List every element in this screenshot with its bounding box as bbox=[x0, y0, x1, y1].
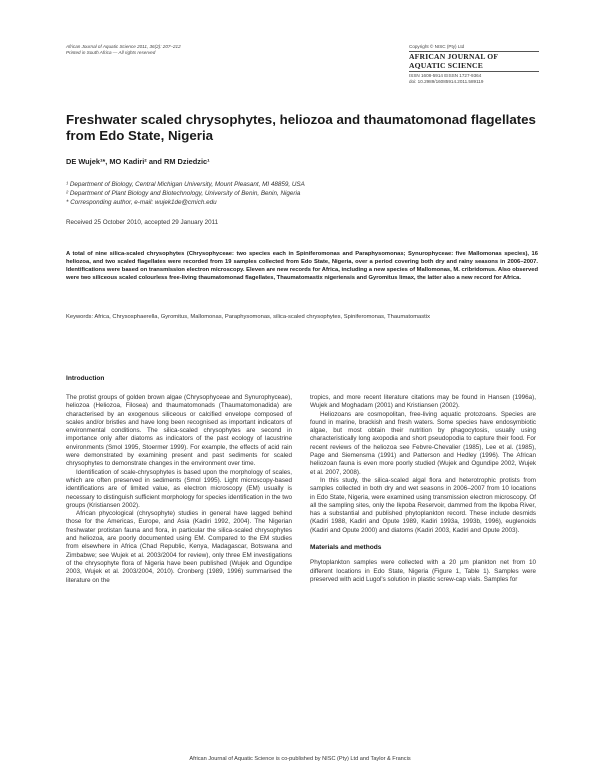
print-notice: Printed in South Africa — All rights reserved bbox=[66, 50, 156, 55]
paragraph: In this study, the silica-scaled algal flora and heterotrophic protists from samples collected in both dry and wet seasons in 2006–2007 from 10 locations in Edo State, Nigeria, were examined using transmission electron microscopy. Of all the sampling sites, only the Ikpoba Reservoir, dammed from the Ikpoba River, has a substantial and published phytoplankton record. These include desmids (Kadiri 1988, Kadiri and Opute 1989, Kadiri 1993a, 1993b, 1996), euglenoids (Kadiri and Opute 2000) and diatoms (Kadiri 2003, Kadiri and Opute 2003). bbox=[310, 476, 536, 534]
body-column-left bbox=[66, 394, 292, 585]
received-dates: Received 25 October 2010, accepted 29 January 2011 bbox=[66, 219, 219, 226]
journal-citation: African Journal of Aquatic Science 2011, 36(2): 207–212 bbox=[66, 44, 181, 49]
keywords bbox=[66, 314, 538, 322]
affiliations bbox=[66, 180, 536, 207]
issn-line: ISSN 1608-5914 EISSN 1727-9364 bbox=[409, 73, 482, 78]
affiliation-1: ¹ Department of Biology, Central Michigan University, Mount Pleasant, MI 48859, USA bbox=[66, 181, 305, 188]
paragraph: The protist groups of golden brown algae (Chrysophyceae and Synurophyceae), heliozoa (Heliozoa, Filosea) and thaumatomonads (Thaumatomonadida) are characterised by an exogenous siliceous or calcified envelope composed of scales and/or bristles and have long been recognised as important indicators of environmental conditions. The silica-scaled chrysophytes are second in importance only after diatoms as indicators of the past ecology of lacustrine environments (Smol 1995, Stoermer 1999). For example, the effects of acid rain were demonstrated by examining present and past sediments for scaled chrysophytes to demonstrate changes in the environment over time. bbox=[66, 394, 292, 468]
running-header-left bbox=[66, 44, 181, 56]
affiliation-2: ² Department of Plant Biology and Biotechnology, University of Benin, Benin, Nigeria bbox=[66, 190, 301, 197]
running-header-right bbox=[409, 44, 539, 85]
keywords-label: Keywords: bbox=[66, 314, 94, 320]
paragraph: Phytoplankton samples were collected with a 20 µm plankton net from 10 different locations in Edo State, Nigeria (Figure 1, Table 1). Samples were preserved with acid Lugol's solution in plastic screw-cap vials. Samples for bbox=[310, 559, 536, 583]
journal-name-line1: AFRICAN JOURNAL OF bbox=[409, 52, 499, 61]
corresponding-author: * Corresponding author, e-mail: wujek1de@cmich.edu bbox=[66, 199, 217, 206]
doi-line: doi: 10.2989/16085914.2011.589119 bbox=[409, 79, 484, 84]
paragraph: African phycological (chrysophyte) studies in general have lagged behind those for the Americas, Europe, and Asia (Kadiri 1992, 2004). The Nigerian freshwater protistan fauna and flora, in particular the silica-scaled chrysophytes and heliozoa, are poorly documented using EM. Compared to the EM studies from elsewhere in Africa (Chad Republic, Kenya, Madagascar, Botswana and Zimbabwe; see Wujek et al. 2003/2004 for review), only three EM investigations of the chrysophyte flora of Nigeria have been published (Wujek and Ogundipe 2003, Wujek et al. 2003/2004, 2010). Cronberg (1989, 1996) summarised the literature on the bbox=[66, 510, 292, 584]
publisher-footer: African Journal of Aquatic Science is co-published by NISC (Pty) Ltd and Taylor & Francis bbox=[189, 756, 411, 762]
author-list: DE Wujek¹*, MO Kadiri² and RM Dziedzic¹ bbox=[66, 157, 210, 166]
paper-title: Freshwater scaled chrysophytes, heliozoa and thaumatomonad flagellates from Edo State, Nigeria bbox=[66, 112, 536, 143]
header-rule bbox=[409, 71, 539, 72]
abstract: A total of nine silica-scaled chrysophytes (Chrysophyceae: two species each in Spiniferomonas and Paraphysomonas; Synurophyceae: five Mallomonas species), 16 heliozoa, and two scaled flagellates were recorded from 19 samples collected from Edo State, Nigeria, over a period covering both dry and rainy seasons in 2006–2007. Identifications were based on transmission electron microscopy. Eleven are new records for Africa, including a new species of Mallomonas, M. cribridomus. Also observed were two siliceous scaled colourless free-living thaumatomonad flagellates, Thaumatomastix nigeriensis and Gyromitus limax, the latter also a new record for Africa. bbox=[66, 251, 538, 281]
journal-name-line2: AQUATIC SCIENCE bbox=[409, 60, 483, 70]
paragraph: Identification of scale-chrysophytes is based upon the morphology of scales, which are often preserved in sediments (Smol 1995). Light microscopy-based identifications are of limited value, as electron microscopy (EM) usually is necessary to distinguish sufficient morphology for species identification in the two groups (Kristiansen 2002). bbox=[66, 468, 292, 509]
introduction-heading: Introduction bbox=[66, 375, 105, 382]
paragraph: tropics, and more recent literature citations may be found in Hansen (1996a), Wujek and Moghadam (2001) and Kristiansen (2002). bbox=[310, 394, 536, 410]
paragraph: Heliozoans are cosmopolitan, free-living aquatic protozoans. Species are found in marine, brackish and fresh waters. Some species have endosymbiotic algae, but most obtain their nutrition by phagocytosis, usually using characteristically long axopodia and short pseudopodia to capture their food. For recent reviews of the heliozoa see Febvre-Chevalier (1985), Lee et al. (1985), Page and Siemensma (1991) and Patterson and Hedley (1996). The African heliozoan fauna is even more poorly studied (Wujek and Ogundipe 2002, Wujek et al. 2007, 2008). bbox=[310, 410, 536, 476]
keywords-text: Africa, Chrysosphaerella, Gyromitus, Mallomonas, Paraphysomonas, silica-scaled chrysophytes, Spiniferomonas, Thaumatomastix bbox=[94, 314, 430, 320]
body-column-right bbox=[310, 394, 536, 584]
copyright-line: Copyright © NISC (Pty) Ltd bbox=[409, 44, 465, 49]
methods-heading: Materials and methods bbox=[310, 544, 382, 552]
